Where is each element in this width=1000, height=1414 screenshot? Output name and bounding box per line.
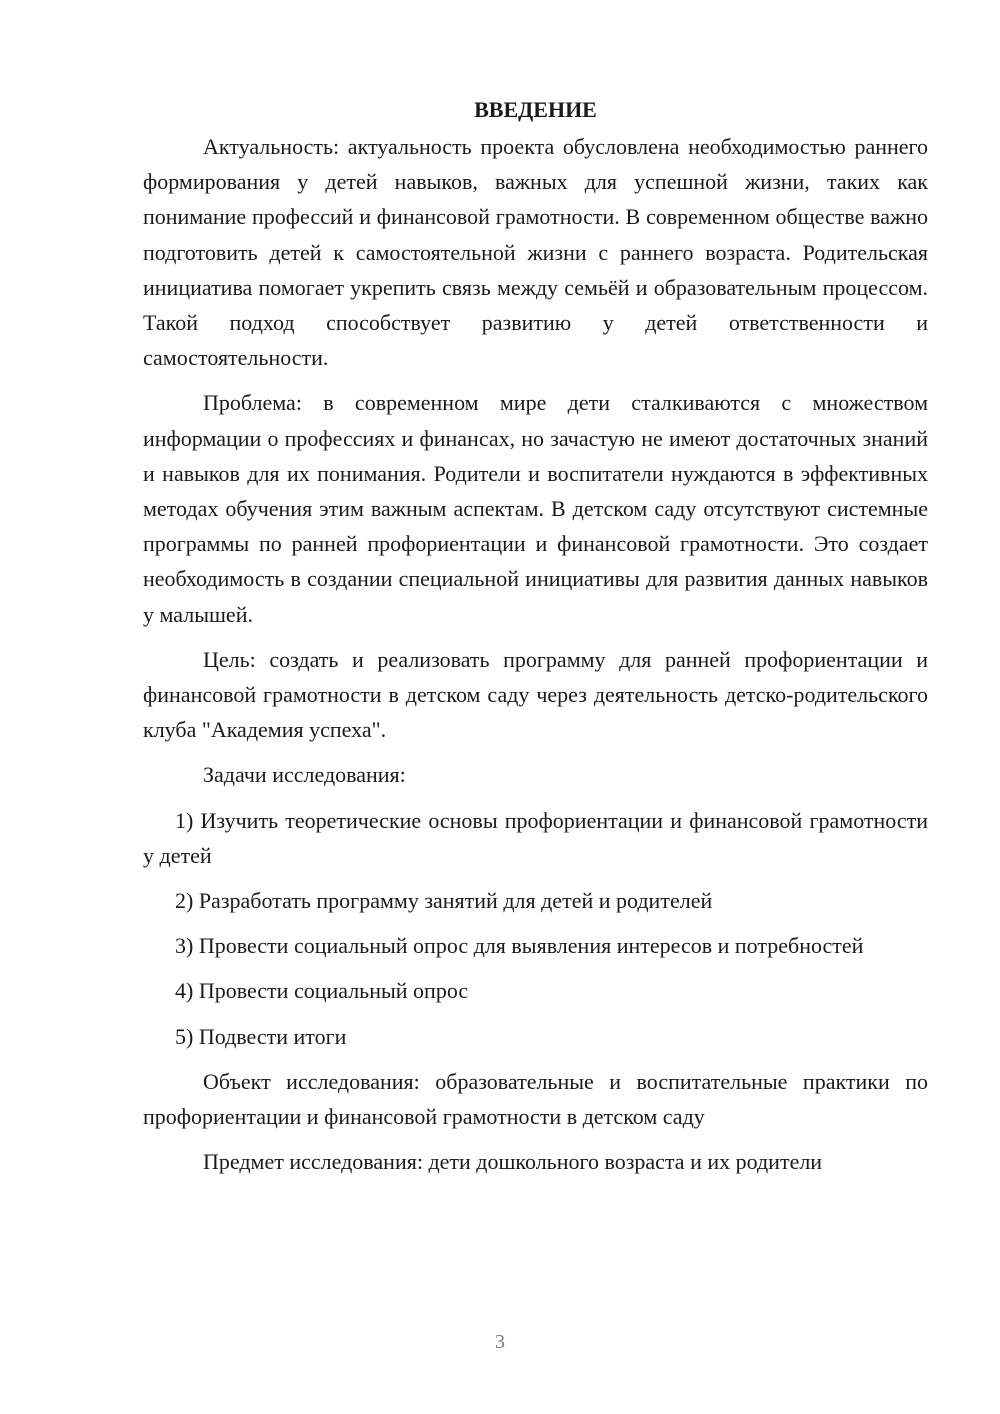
- tasks-heading: Задачи исследования:: [203, 762, 406, 788]
- paragraph-problem: Проблема: в современном мире дети сталкиваются с множеством информации о профессиях и финансах, но зачастую не имеют достаточных знаний и навыков для их понимания. Родители и воспитатели нуждаются в эффективных методах обучения этим важным аспектам. В детском саду отсутствуют системные программы по ранней профориентации и финансовой грамотности. Это создает необходимость в создании специальной инициативы для развития данных навыков у малышей.: [143, 390, 928, 627]
- paragraph-goal: Цель: создать и реализовать программу для ранней профориентации и финансовой грамотности в детском саду через деятельность детско-родительского клуба "Академия успеха".: [143, 646, 928, 743]
- list-item: 1) Изучить теоретические основы профориентации и финансовой грамотности у детей: [143, 807, 928, 868]
- paragraph-relevance: Актуальность: актуальность проекта обусловлена необходимостью раннего формирования у детей навыков, важных для успешной жизни, таких как понимание профессий и финансовой грамотности. В современном обществе важно подготовить детей к самостоятельной жизни с раннего возраста. Родительская инициатива помогает укрепить связь между семьёй и образовательным процессом. Такой подход способствует развитию у детей ответственности и самостоятельности.: [143, 134, 928, 371]
- list-item: 5) Подвести итоги: [175, 1023, 347, 1049]
- page-number: 3: [495, 1331, 505, 1353]
- list-item: 2) Разработать программу занятий для детей и родителей: [175, 888, 713, 914]
- list-item: 3) Провести социальный опрос для выявления интересов и потребностей: [175, 933, 864, 959]
- section-title: ВВЕДЕНИЕ: [474, 97, 597, 122]
- paragraph-subject: Предмет исследования: дети дошкольного возраста и их родители: [203, 1149, 823, 1175]
- list-item: 4) Провести социальный опрос: [175, 978, 469, 1004]
- paragraph-object: Объект исследования: образовательные и воспитательные практики по профориентации и финансовой грамотности в детском саду: [143, 1068, 928, 1130]
- document-page: [143, 92, 928, 1179]
